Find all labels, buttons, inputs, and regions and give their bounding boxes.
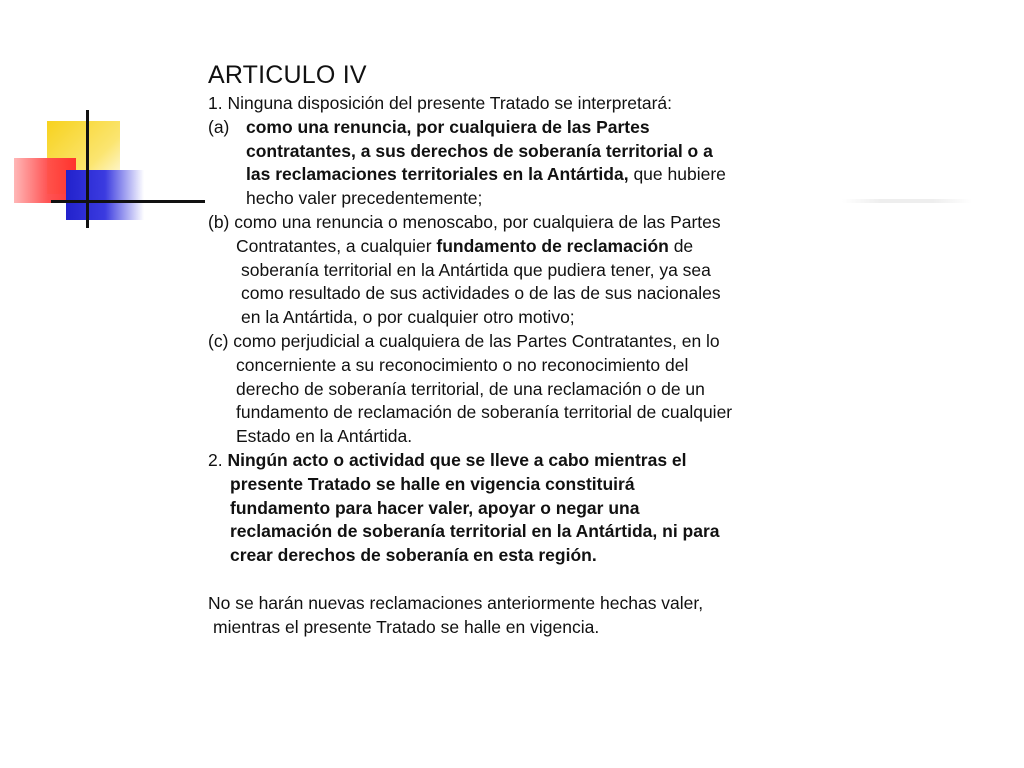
item-c-line-4: fundamento de reclamación de soberanía territorial de cualquier (236, 402, 733, 423)
article-body (208, 60, 828, 640)
horizontal-line (51, 200, 205, 203)
item-c-line-5: Estado en la Antártida. (236, 426, 413, 447)
paragraph-2-line-2: presente Tratado se halle en vigencia constituirá (230, 473, 635, 494)
closing-paragraph (208, 592, 828, 640)
item-c (208, 330, 828, 449)
paragraph-1: 1. Ninguna disposición del presente Tratado se interpretará: (208, 93, 673, 113)
item-c-line-2: concerniente a su reconocimiento o no reconocimiento del (236, 354, 689, 375)
item-b-line-5: en la Antártida, o por cualquier otro motivo; (241, 307, 575, 328)
spacer (208, 568, 828, 592)
item-b (208, 211, 828, 330)
paragraph-2-line-4: reclamación de soberanía territorial en la Antártida, ni para (230, 521, 720, 542)
paragraph-2-line-3: fundamento para hacer valer, apoyar o negar una (230, 497, 640, 518)
paragraph-2 (208, 449, 828, 568)
item-b-line-1: (b) como una renuncia o menoscabo, por cualquiera de las Partes (208, 211, 721, 232)
item-a-line-3: las reclamaciones territoriales en la Antártida, que hubiere (246, 164, 726, 185)
closing-line-1: No se harán nuevas reclamaciones anteriormente hechas valer, (208, 592, 704, 613)
item-b-line-3: soberanía territorial en la Antártida que pudiera tener, ya sea (241, 259, 711, 280)
item-b-line-2: Contratantes, a cualquier fundamento de reclamación de (236, 235, 694, 256)
paragraph-2-line-5: crear derechos de soberanía en esta región. (230, 545, 597, 566)
paragraph-2-line-1: 2. Ningún acto o actividad que se lleve a cabo mientras el (208, 449, 687, 470)
item-a (208, 116, 828, 211)
blue-square-icon (66, 170, 144, 220)
faint-divider (842, 199, 972, 203)
decorative-logo (0, 0, 220, 240)
item-b-line-4: como resultado de sus actividades o de las de sus nacionales (241, 283, 721, 304)
item-a-line-4: hecho valer precedentemente; (246, 188, 483, 209)
vertical-line (86, 110, 89, 228)
article-title: ARTICULO IV (208, 61, 367, 89)
item-a-label: (a) (208, 116, 230, 137)
closing-line-2: mientras el presente Tratado se halle en vigencia. (213, 616, 600, 637)
item-c-line-1: (c) como perjudicial a cualquiera de las Partes Contratantes, en lo (208, 330, 720, 351)
item-c-line-3: derecho de soberanía territorial, de una reclamación o de un (236, 378, 705, 399)
item-a-line-2: contratantes, a sus derechos de soberanía territorial o a (246, 140, 713, 161)
item-a-line-1: como una renuncia, por cualquiera de las Partes (246, 116, 650, 137)
